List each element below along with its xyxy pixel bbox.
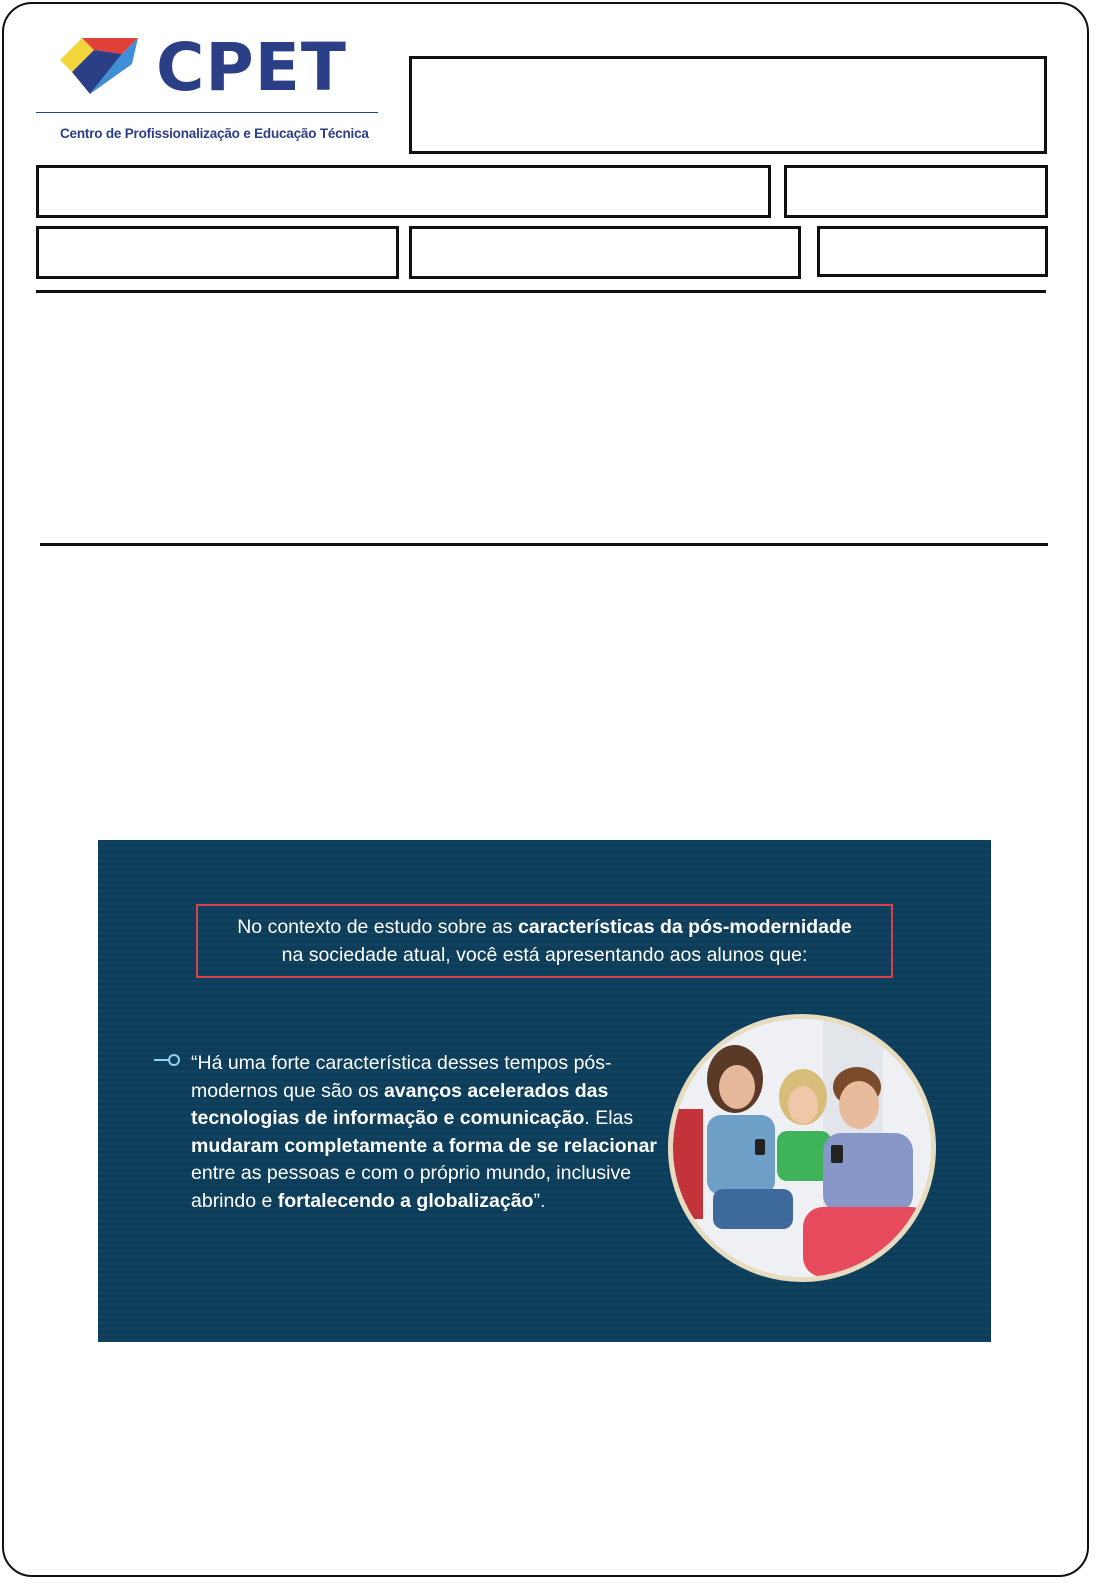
cpet-logo (36, 30, 380, 150)
quote-text: . Elas (584, 1107, 634, 1129)
quote-highlight: mudaram completamente a forma de se relacionar (191, 1134, 658, 1157)
quote-highlight: fortalecendo a globalização (277, 1189, 534, 1212)
teacher-field[interactable] (409, 226, 801, 279)
line-circle-bullet-icon (154, 1052, 182, 1068)
students-using-smartphones-photo (668, 1014, 936, 1282)
lesson-slide (98, 840, 991, 1342)
slide-prompt (196, 904, 893, 978)
cpet-diamond-logo-icon (60, 38, 138, 98)
title-field[interactable] (409, 56, 1047, 154)
prompt-text: No contexto de estudo sobre as (237, 916, 518, 938)
logo-divider (36, 112, 378, 113)
quote-text: ”. (533, 1189, 546, 1212)
header-divider (36, 290, 1046, 293)
quote-text: entre as pessoas e com o próprio mundo, inclusive abrindo e (191, 1162, 632, 1212)
slide-quote (191, 1050, 671, 1215)
prompt-highlight: características da pós-modernidade (517, 916, 852, 938)
prompt-text-line2: na sociedade atual, você está apresentando aos alunos que: (281, 944, 808, 966)
quote-text: “Há uma forte característica desses tempos pós-modernos que são os (191, 1052, 612, 1102)
section-divider (40, 543, 1048, 546)
class-field[interactable] (36, 226, 399, 279)
logo-wordmark: CPET (156, 29, 347, 106)
name-field[interactable] (36, 165, 771, 218)
number-field[interactable] (784, 165, 1048, 218)
logo-tagline: Centro de Profissionalização e Educação Técnica (60, 126, 369, 141)
date-field[interactable] (817, 226, 1048, 277)
quote-highlight: avanços acelerados das tecnologias de informação e comunicação (191, 1079, 609, 1129)
